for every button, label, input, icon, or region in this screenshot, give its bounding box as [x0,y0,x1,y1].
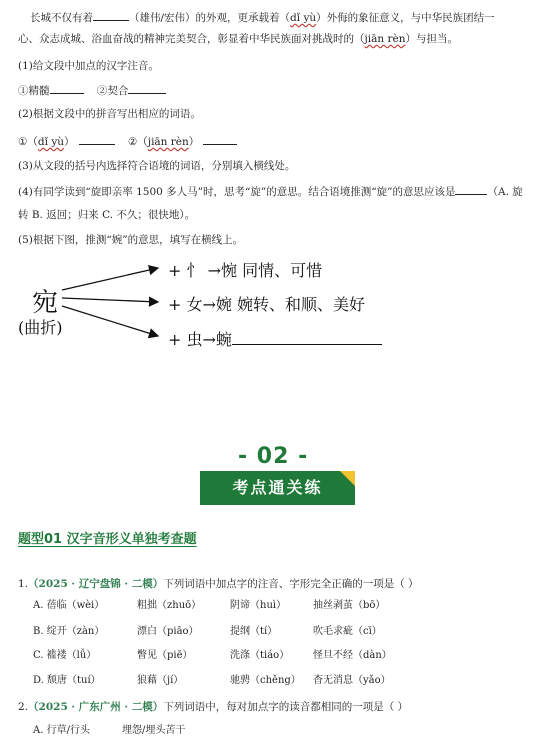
intro-text-1a: 长城不仅有着 [30,12,93,24]
question-1-option-a-3: 阴谛（huì） [230,600,287,611]
q1-a-label: ①精髓 [18,85,50,97]
q2-b-pinyin: jiān rèn [147,136,189,148]
q1-text: (1)给文段中加点的汉字注音。 [18,60,159,72]
question-1-option-a-2: 粗拙（zhuō） [137,600,202,611]
question-1-option-c-1[interactable]: C. 褴褛（lǚ） [33,650,97,661]
question-1-number: 1. [18,578,29,590]
q2-a-pre: ①（ [18,136,38,148]
question-1-option-c-3: 洗涤（tiáo） [230,650,290,661]
question-1-option-b-4: 吹毛求疵（cī） [313,626,382,637]
intro-text-2b: ）与担当。 [405,33,458,45]
question-2-text: 下列词语中，每对加点字的读音都相同的一项是（ ） [163,701,409,713]
q4-text-a: (4)有同学读到“旋即亲率 1500 多人马”时，思考“旋”的意思。结合语境推测“旋”的意思应该是 [18,186,456,198]
intro-text-1c: ）外侮的象征意义，与中华民族团结一 [316,12,495,24]
q3-text: (3)从文段的括号内选择符合语境的词语，分别填入横线处。 [18,160,296,172]
question-1-option-b-1[interactable]: B. 绽开（zàn） [33,626,105,637]
question-2-option-a-1[interactable]: A. 行草/行头 [33,725,90,736]
section-banner [200,471,355,505]
branch-3-blank[interactable] [232,328,382,345]
question-1-option-d-3: 驰骋（chěng） [230,675,301,686]
q2-a-pinyin: dǐ yù [37,136,65,148]
question-1-option-b-3: 提纲（tí） [230,626,278,637]
q4-line-2: 转 B. 返回；归来 C. 不久；很快地）。 [18,209,196,221]
q2-b-post: ） [188,136,200,148]
q2-b-pre: ②（ [127,136,148,148]
q2-a-post: ） [64,136,75,148]
branch-3-label: + 虫→蜿 [168,330,232,349]
q4-text-b: （A. 旋 [487,186,523,198]
question-1-text: 下列词语中加点字的注音、字形完全正确的一项是（ ） [163,578,419,590]
arrow-up [62,268,158,290]
branch-1: + 忄 →惋 同情、可惜 [168,261,323,280]
question-1-option-d-2: 狼藉（jí） [137,675,184,686]
question-type-title: 题型01 汉字音形义单独考查题 [18,532,197,547]
question-2-number: 2. [18,701,29,713]
branch-3 [168,327,382,350]
pinyin-diyu: dǐ yù [290,12,317,24]
intro-text-2a: 心、众志成城、浴血奋战的精神完美契合，彰显着中华民族面对挑战时的（ [18,33,365,45]
question-1-option-c-2: 瞥见（piē） [137,650,193,661]
question-2-source: （2025 · 广东广州 · 二模） [28,701,164,713]
branch-2: + 女→婉 婉转、和顺、美好 [168,295,365,314]
question-1-option-b-2: 漂白（piāo） [137,626,199,637]
question-1-option-d-1[interactable]: D. 颓唐（tuí） [33,675,101,686]
arrow-down [62,306,158,336]
q1-b-label: ②契合 [96,85,129,97]
q5-text: (5)根据下图，推测“婉”的意思，填写在横线上。 [18,234,244,246]
question-1-option-a-1[interactable]: A. 蓓临（wèi） [33,600,105,611]
intro-text-1b: （雄伟/宏伟）的外观，更承载着（ [129,12,291,24]
pinyin-jianren: jiān rèn [364,33,406,45]
q2-text: (2)根据文段中的拼音写出相应的词语。 [18,108,201,120]
question-1-stem [18,577,419,591]
question-1-option-d-4: 杳无消息（yǎo） [313,675,391,686]
question-2-stem [18,700,408,714]
question-1-option-a-4: 抽丝剥茧（bō） [313,600,386,611]
root-character: 宛 [32,288,59,318]
section-title: 考点通关练 [232,478,323,497]
question-1-option-c-4: 怪旦不经（dàn） [313,650,392,661]
banner-corner [340,471,355,486]
section-number: - 02 - [238,444,309,469]
question-2-option-a-2[interactable]: 埋怨/埋头苦干 [122,725,186,736]
root-meaning: (曲折) [18,318,63,337]
question-1-source: （2025 · 辽宁盘锦 · 二模） [28,578,164,590]
arrow-mid [62,298,158,302]
